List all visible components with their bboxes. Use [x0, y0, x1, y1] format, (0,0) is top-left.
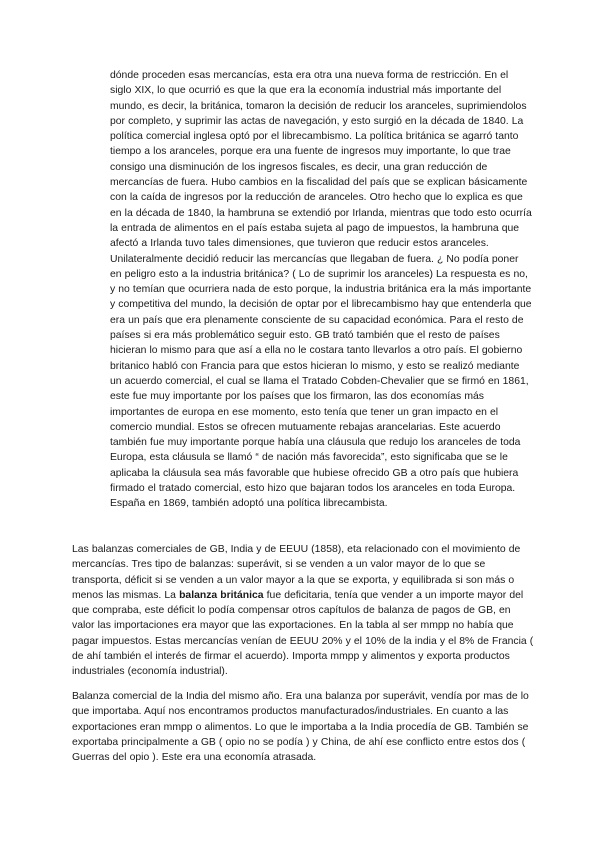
paragraph-balanzas-comerciales — [72, 542, 534, 680]
balanza-britanica-bold: balanza británica — [179, 589, 264, 601]
paragraph-balanza-india: Balanza comercial de la India del mismo año. Era una balanza por superávit, vendía por mas de lo que importaba. Aquí nos encontramos productos manufacturados/industriales. En cuanto a las exportaciones eran mmpp o alimentos. Lo que le importaba a la India procedía de GB. También se exportaba principalmente a GB ( opio no se podía ) y China, de ahí ese conflicto entre estos dos ( Guerras del opio ). Este era una economía atrasada. — [72, 691, 529, 764]
paragraph-librecambismo: dónde proceden esas mercancías, esta era otra una nueva forma de restricción. En el siglo XIX, lo que ocurrió es que la que era la economía industrial más importante del mundo, es decir, la británica, tomaron la decisión de reducir los aranceles, suprimiendolos por completo, y suprimir las actas de navegación, y esto surgió en la década de 1840. La política comercial inglesa optó por el librecambismo. La política británica se agarró tanto tiempo a los aranceles, porque era una fuente de ingresos muy importante, lo que trae consigo una disminución de los ingresos fiscales, es decir, una gran reducción de mercancías de fuera. Hubo cambios en la fiscalidad del país que se explican básicamente con la caída de ingresos por la reducción de aranceles. Otro hecho que lo explica es que en la década de 1840, la hambruna se extendió por Irlanda, mientras que todo esto ocurría la entrada de alimentos en el país estaba sujeta al pago de impuestos, la hambruna que afectó a Irlanda tuvo tales dimensiones, que tuvieron que reducir estos aranceles. Unilateralmente decidió reducir las mercancías que llegaban de fuera. ¿ No podía poner en peligro esto a la industria británica? ( Lo de suprimir los aranceles) La respuesta es no, y no temían que ocurriera nada de esto porque, la industria británica era la más importante y competitiva del mundo, la decisión de optar por el librecambismo hay que entenderla que era un país que era plenamente consciente de su capacidad económica. Para el resto de países si era más problemático seguir esto. GB trató también que el resto de países hicieran lo mismo para que así a ella no le costara tanto llevarlos a otro país. El gobierno britanico habló con Francia para que estos hicieran lo mismo, y esto se realizó mediante un acuerdo comercial, el cual se llama el Tratado Cobden-Chevalier que se firmó en 1861, este fue muy importante por los países que los firmaron, las dos economías más importantes de europa en ese momento, esto tenía que tener un gran impacto en el comercio mundial. Estos se ofrecen mutuamente rebajas arancelarias. Este acuerdo también fue muy importante porque había una cláusula que redujo los aranceles de toda Europa, esta cláusula se llamó “ de nación más favorecida”, esto significaba que se le aplicaba la cláusula sea más favorable que hubiese ofrecido GB a otro país que hubiera firmado el tratado comercial, esto hizo que bajaran todos los aranceles en toda Europa. España en 1869, también adoptó una política librecambista. — [110, 70, 532, 510]
paragraph-balanzas-text-a: Las balanzas comerciales de GB, India y de EEUU (1858), eta relacionado con el movimiento de mercancías. Tres tipo de balanzas: superávit, si se venden a un valor mayor de lo que se transporta, déficit si se venden a un valor mayor a la que se exporta, y equilibrada si son más o menos las mismas. La — [72, 544, 521, 601]
paragraph-balanzas-text-b: fue deficitaria, tenía que vender a un importe mayor del que compraba, este déficit lo podía compensar otros capítulos de balanza de pagos de GB, en valor las importaciones era mayor que las exportaciones. En la tabla al ser mmpp no había que pagar impuestos. Estas mercancías venían de EEUU 20% y el 10% de la india y el 8% de Francia ( de ahí también el interés de firmar el acuerdo). Importa mmpp y alimentos y exporta productos industriales (economía industrial). — [72, 589, 534, 678]
